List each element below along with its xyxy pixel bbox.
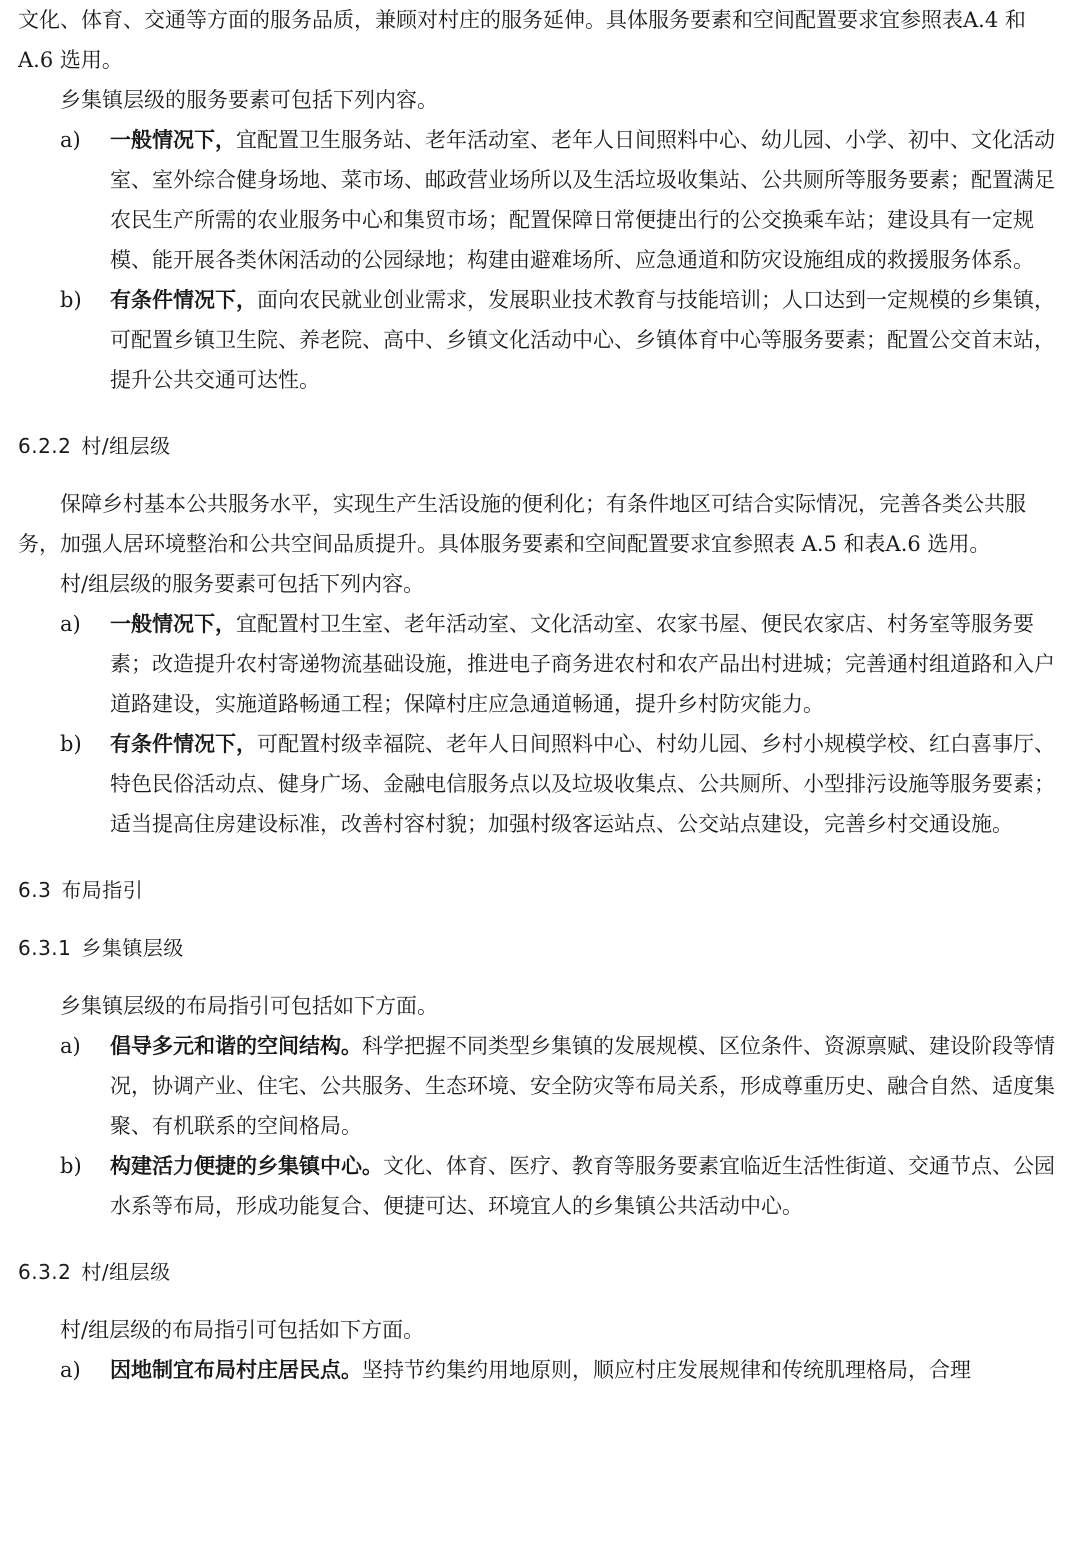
list-item-lead: 构建活力便捷的乡集镇中心。	[110, 1153, 383, 1178]
list-item-text: 坚持节约集约用地原则，顺应村庄发展规律和传统肌理格局，合理	[362, 1358, 971, 1382]
list-item-lead: 有条件情况下，	[110, 731, 257, 756]
list-item-text: 科学把握不同类型乡集镇的发展规模、区位条件、资源禀赋、建设阶段等情况，协调产业、住宅、公共服务、生态环境、安全防灾等布局关系，形成尊重历史、融合自然、适度集聚、有机联系的空间格局。	[110, 1034, 1055, 1138]
list-item-body	[110, 1146, 1058, 1226]
township-services-lead-in: 乡集镇层级的服务要素可包括下列内容。	[60, 88, 438, 112]
section-paragraph: 保障乡村基本公共服务水平，实现生产生活设施的便利化；有条件地区可结合实际情况，完善各类公共服务，加强人居环境整治和公共空间品质提升。具体服务要素和空间配置要求宜参照表 A.5 和表A.6 选用。	[18, 492, 1026, 556]
list-marker: a)	[60, 1034, 81, 1058]
list-item	[18, 280, 1058, 400]
section-number: 6.3.1	[18, 936, 72, 960]
list-item	[18, 604, 1058, 724]
list-item	[18, 1350, 1058, 1390]
section-heading-6-2-2	[18, 426, 1058, 466]
list-marker: a)	[60, 612, 81, 636]
section-lead-in: 乡集镇层级的布局指引可包括如下方面。	[60, 994, 438, 1018]
list-item-body	[110, 120, 1058, 280]
document-page	[18, 0, 1058, 1390]
section-heading-6-3	[18, 870, 1058, 910]
list-item-text: 可配置村级幸福院、老年人日间照料中心、村幼儿园、乡村小规模学校、红白喜事厅、特色民俗活动点、健身广场、金融电信服务点以及垃圾收集点、公共厕所、小型排污设施等服务要素；适当提高住房建设标准，改善村容村貌；加强村级客运站点、公交站点建设，完善乡村交通设施。	[110, 732, 1055, 836]
list-item	[18, 1026, 1058, 1146]
list-item	[18, 724, 1058, 844]
section-lead-in: 村/组层级的布局指引可包括如下方面。	[60, 1318, 425, 1342]
section-lead-in: 村/组层级的服务要素可包括下列内容。	[60, 572, 425, 596]
list-item-text: 文化、体育、医疗、教育等服务要素宜临近生活性街道、交通节点、公园水系等布局，形成功能复合、便捷可达、环境宜人的乡集镇公共活动中心。	[110, 1154, 1055, 1218]
list-item-lead: 倡导多元和谐的空间结构。	[110, 1033, 362, 1058]
list-item-text: 宜配置村卫生室、老年活动室、文化活动室、农家书屋、便民农家店、村务室等服务要素；改造提升农村寄递物流基础设施，推进电子商务进农村和农产品出村进城；完善通村组道路和入户道路建设，实施道路畅通工程；保障村庄应急通道畅通，提升乡村防灾能力。	[110, 612, 1055, 716]
list-item-lead: 一般情况下，	[110, 127, 236, 152]
section-title: 村/组层级	[81, 434, 171, 458]
list-marker: b)	[60, 1154, 82, 1178]
section-heading-6-3-1	[18, 928, 1058, 968]
list-item-body	[110, 1350, 1058, 1390]
list-item-lead: 因地制宜布局村庄居民点。	[110, 1357, 362, 1382]
list-item-text: 面向农民就业创业需求，发展职业技术教育与技能培训；人口达到一定规模的乡集镇，可配置乡镇卫生院、养老院、高中、乡镇文化活动中心、乡镇体育中心等服务要素；配置公交首末站，提升公共交通可达性。	[110, 288, 1055, 392]
section-number: 6.3.2	[18, 1260, 72, 1284]
intro-paragraph: 文化、体育、交通等方面的服务品质，兼顾对村庄的服务延伸。具体服务要素和空间配置要求宜参照表A.4 和 A.6 选用。	[18, 8, 1026, 72]
list-item-text: 宜配置卫生服务站、老年活动室、老年人日间照料中心、幼儿园、小学、初中、文化活动室、室外综合健身场地、菜市场、邮政营业场所以及生活垃圾收集站、公共厕所等服务要素；配置满足农民生产所需的农业服务中心和集贸市场；配置保障日常便捷出行的公交换乘车站；建设具有一定规模、能开展各类休闲活动的公园绿地；构建由避难场所、应急通道和防灾设施组成的救援服务体系。	[110, 128, 1055, 272]
list-item-body	[110, 280, 1058, 400]
list-item-body	[110, 1026, 1058, 1146]
list-marker: b)	[60, 288, 82, 312]
list-marker: b)	[60, 732, 82, 756]
section-title: 村/组层级	[81, 1260, 171, 1284]
list-item-lead: 一般情况下，	[110, 611, 236, 636]
list-item-lead: 有条件情况下，	[110, 287, 257, 312]
list-marker: a)	[60, 128, 81, 152]
section-title: 布局指引	[61, 878, 144, 902]
section-number: 6.2.2	[18, 434, 72, 458]
section-heading-6-3-2	[18, 1252, 1058, 1292]
list-item-body	[110, 604, 1058, 724]
list-item-body	[110, 724, 1058, 844]
list-item	[18, 120, 1058, 280]
section-number: 6.3	[18, 878, 52, 902]
list-marker: a)	[60, 1358, 81, 1382]
section-title: 乡集镇层级	[81, 936, 184, 960]
list-item	[18, 1146, 1058, 1226]
